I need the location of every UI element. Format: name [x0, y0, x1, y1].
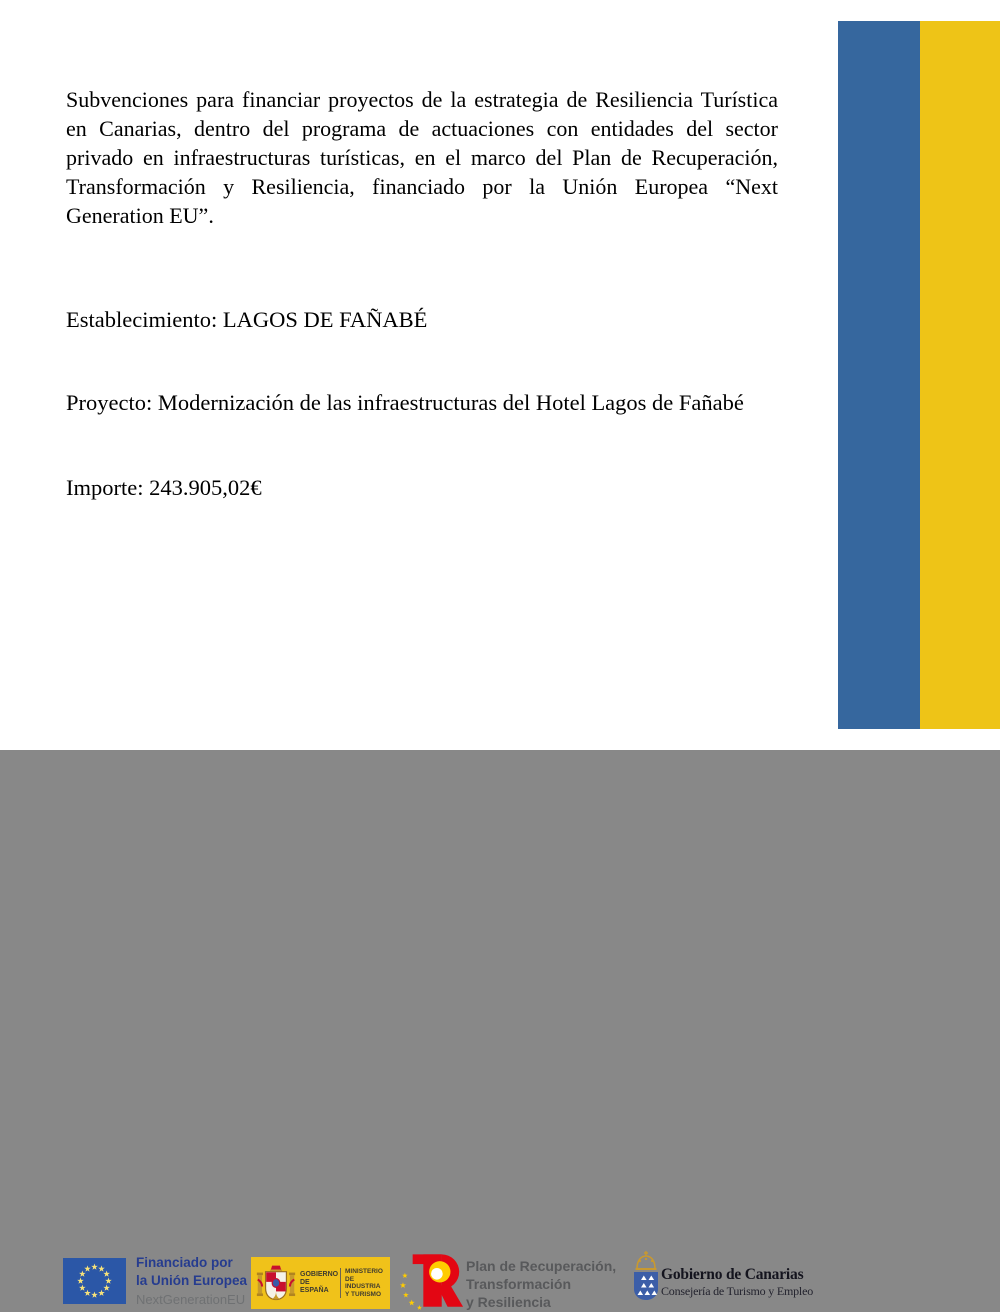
ministerio-line1: MINISTERIO	[345, 1268, 383, 1275]
ministerio-line2: DE INDUSTRIA	[345, 1275, 381, 1290]
eu-funding-line1: Financiado por	[136, 1255, 233, 1270]
gobierno-de-espana-label	[300, 1271, 339, 1295]
importe-line: Importe: 243.905,02€	[66, 475, 262, 500]
spain-coat-of-arms-icon	[256, 1262, 296, 1304]
establecimiento-line: Establecimiento: LAGOS DE FAÑABÉ	[66, 307, 428, 332]
nextgenerationeu-label: NextGenerationEU	[136, 1292, 246, 1307]
plan-line1: Plan de Recuperación,	[466, 1258, 617, 1274]
spain-logo-divider	[340, 1268, 341, 1298]
ministerio-line3: Y TURISMO	[345, 1290, 381, 1298]
plan-recuperacion-label	[466, 1257, 616, 1311]
canarias-coat-of-arms-icon	[632, 1250, 660, 1302]
logo-strip	[0, 620, 840, 1310]
eu-funding-line2: la Unión Europea	[136, 1272, 248, 1288]
plan-recuperacion-icon	[402, 1252, 465, 1312]
ministerio-label	[345, 1268, 387, 1298]
canarias-subtitle: Consejería de Turismo y Empleo	[661, 1284, 813, 1298]
plan-line3: y Resiliencia	[466, 1294, 551, 1310]
gobierno-line2: DE ESPAÑA	[300, 1279, 329, 1294]
plan-line2: Transformación	[466, 1276, 572, 1292]
right-accent-bar-blue	[838, 21, 920, 729]
spain-government-logo	[251, 1257, 390, 1309]
right-accent-bar-yellow	[920, 21, 1000, 729]
eu-flag-icon	[63, 1258, 126, 1304]
proyecto-line: Proyecto: Modernización de las infraestructuras del Hotel Lagos de Fañabé	[66, 390, 744, 415]
canarias-government-label	[661, 1266, 813, 1298]
eu-funding-label	[136, 1254, 247, 1308]
gobierno-line1: GOBIERNO	[300, 1271, 339, 1278]
canarias-title: Gobierno de Canarias	[661, 1266, 804, 1283]
subsidy-description-paragraph: Subvenciones para financiar proyectos de la estrategia de Resiliencia Turística en Canarias, dentro del programa de actuaciones con entidades del sector privado en infraestructuras turísticas, en el marco del Plan de Recuperación, Transformación y Resiliencia, financiado por la Unión Europea “Next Generation EU”.	[66, 87, 778, 228]
